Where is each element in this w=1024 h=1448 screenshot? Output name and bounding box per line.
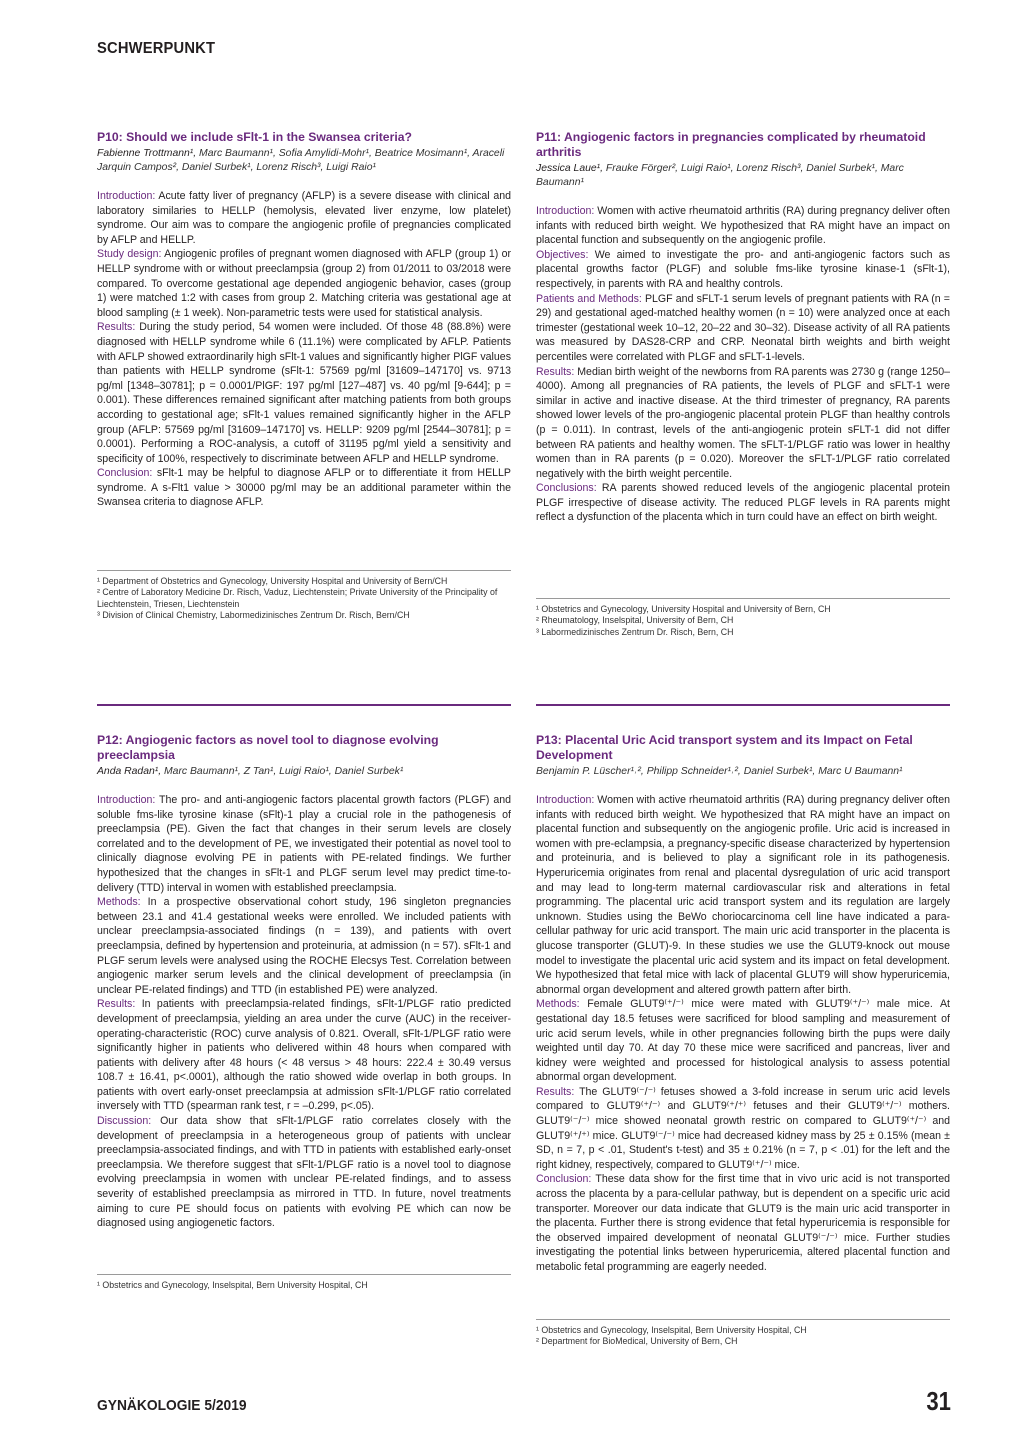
section-label: Patients and Methods:: [536, 292, 642, 305]
section-label: Methods:: [97, 896, 141, 909]
section-label: Results:: [536, 365, 575, 378]
abstract-title: P10: Should we include sFlt-1 in the Swansea criteria?: [97, 130, 412, 144]
abstract-authors: [536, 765, 950, 779]
footnote: ² Department for BioMedical, University of Bern, CH: [536, 1336, 738, 1347]
page-number: 31: [926, 1386, 951, 1416]
section-text: During the study period, 54 women were included. Of those 48 (88.8%) were diagnosed with HELLP syndrome while 6 (11.1%) were complicated by AFLP. Patients with AFLP showed extraordinarily high sFlt-1 values and significantly higher PlGF values than patients with HELLP syndrome (sFlt-1: 57569 pg/ml [31609–147170] vs. 9713 pg/ml [1348–30781]; p = 0.0001/PlGF: 197 pg/ml [127–487] vs. 40 pg/ml [9-644]; p = 0.001). These differences remained significant after matching patients from both groups according to gestational age; sFlt-1 values remained significantly higher in the AFLP group (AFLP: 57569 pg/ml [31609–147170] vs. HELLP: 9209 pg/ml [2544–30781]; p = 0.0001). Performing a ROC-analysis, a cutoff of 31195 pg/ml yield a sensitivity and specificity of 100%, respectively to discriminate between AFLP and HELLP syndrome.: [97, 321, 511, 465]
section-text: In a prospective observational cohort study, 196 singleton pregnancies between 23.1 and 41.4 gestational weeks were enrolled. We included patients with unclear preeclampsia-associated findings (n = 139), and patients with overt preeclampsia, defined by hypertension and proteinuria, at admission (n = 57). sFlt-1 and PLGF serum levels were analysed using the ROCHE Elecsys Test. Correlation between angiogenic marker serum levels and the clinical development of preeclampsia (in unclear PE-related findings) and TTD (in established PE) were analyzed.: [97, 896, 511, 996]
footnotes-p11: [536, 604, 950, 638]
abstract-section: [536, 997, 950, 1085]
abstract-section: [97, 997, 511, 1114]
section-text: RA parents showed reduced levels of the angiogenic placental protein PLGF irrespective of disease activity. The reduced PLGF levels in RA parents might reflect a dysfunction of the placenta which in turn could have an effect on birth weight.: [536, 482, 950, 524]
section-text: Median birth weight of the newborns from RA parents was 2730 g (range 1250–4000). Among all pregnancies of RA patients, the levels of PLGF and sFLT-1 were similar in active and inactive disease. At the third trimester of pregnancy, RA parents showed lower levels of the pro-angiogenic placental protein PLGF than healthy controls (p = 0.011). In contrast, levels of the anti-angiogenic protein sFLT-1 did not differ between RA patients and healthy women. The sFLT-1/PLGF ratio was lower in healthy women than in RA parents (p = 0.020). Moreover the sFLT-1/PLGF ratio correlated negatively with the birth weight percentile.: [536, 365, 950, 480]
section-text: We aimed to investigate the pro- and anti-angiogenic factors such as placental growths factor (PLGF) and soluble fms-like tyrosine kinase-1 (sFlt-1), respectively, in parents with RA and healthy controls.: [536, 248, 950, 290]
section-label: Introduction:: [97, 794, 156, 806]
abstract-section: [536, 1085, 950, 1173]
abstract-p12: [97, 733, 511, 1231]
section-text: Female GLUT9⁽⁺/⁻⁾ mice were mated with GLUT9⁽⁺/⁻⁾ male mice. At gestational day 18.5 fetuses were sacrificed for blood sampling and measurement of uric acid serum levels, while in other pregnancies following birth the pups were daily weighted until day 70. At day 70 these mice were sacrificed and pancreas, liver and kidney were weighted and processed for histological analysis to assess potential abnormal organ development.: [536, 998, 950, 1084]
section-label: Study design:: [97, 248, 162, 261]
abstract-section: [97, 189, 511, 247]
abstract-section: [97, 1114, 511, 1231]
abstract-section: [536, 248, 950, 292]
abstract-section: [536, 793, 950, 997]
footnote: ² Centre of Laboratory Medicine Dr. Risch, Vaduz, Liechtenstein; Private University of the Principality of Liechtenstein, Triesen, Liechtenstein: [97, 587, 498, 609]
abstract-section: [536, 1172, 950, 1274]
abstract-section: [97, 247, 511, 320]
footnote: ¹ Department of Obstetrics and Gynecology, University Hospital and University of Bern/CH: [97, 576, 448, 586]
section-label: Conclusion:: [97, 467, 153, 480]
footnote: ¹ Obstetrics and Gynecology, University Hospital and University of Bern, CH: [536, 604, 831, 614]
footnote: ¹ Obstetrics and Gynecology, Inselspital, Bern University Hospital, CH: [536, 1325, 807, 1335]
section-text: Women with active rheumatoid arthritis (RA) during pregnancy deliver often infants with reduced birth weight. We hypothesized that RA might have an impact on placental function and subsequently on the angiogenic profile. Uric acid is increased in women with pre-eclampsia, a pregnancy-specific disease characterized by hypertension and proteinuria, and is believed to play a significant role in its pathogenesis. Hyperuricemia originates from renal and placental dysregulation of uric acid transport and may lead to long-term maternal cardiovascular risk and alterations in fetal programming. The placental uric acid transport system and its regulation are largely unknown. Studies using the BeWo choriocarcinoma cell line have indicated a para-cellular pathway for uric acid transport. The main uric acid transporter in the placenta is glucose transporter (GLUT)-9. In these studies we use the GLUT9-knock out mouse model to investigate the placental uric acid system and its impact on fetal development. We hypothesized that fetal mice with lack of placental GLUT9 will show hyperuricemia, abnormal organ development and altered growth pattern after birth.: [536, 794, 950, 996]
footnote: ¹ Obstetrics and Gynecology, Inselspital, Bern University Hospital, CH: [97, 1280, 368, 1290]
abstract-section: [97, 466, 511, 510]
section-label: Introduction:: [536, 794, 595, 806]
section-text: Women with active rheumatoid arthritis (RA) during pregnancy deliver often infants with reduced birth weight. We hypothesized that RA might have an impact on placental function and subsequently on the angiogenic profile.: [536, 205, 950, 247]
journal-footer: GYNÄKOLOGIE 5/2019: [97, 1397, 247, 1414]
footnote: ³ Labormedizinisches Zentrum Dr. Risch, Bern, CH: [536, 626, 734, 637]
abstract-section: [536, 365, 950, 482]
abstract-title: P12: Angiogenic factors as novel tool to diagnose evolving preeclampsia: [97, 733, 439, 762]
first-author: Jessica Laue¹,: [536, 163, 603, 174]
section-text: The pro- and anti-angiogenic factors placental growth factors (PLGF) and soluble fms-like tyrosine kinase (sFlt)-1 play a crucial role in the pathogenesis of preeclampsia (PE). Given the fact that changes in their serum levels are closely correlated and to the development of PE, we investigated their potential as novel tool to clinically diagnose evolving PE in patients with PE-related findings. We further hypothesized that the changes in sFlt-1 and PLGF serum level may predict time-to-delivery (TTD) interval in women with established preeclampsia.: [97, 794, 511, 894]
abstract-body: [97, 793, 511, 1231]
co-authors: Marc Baumann¹, Sofia Amylidi-Mohr¹, Beatrice Mosimann¹, Araceli Jarquin Campos², Daniel Surbek¹, Lorenz Risch³, Luigi Raio¹: [97, 148, 505, 173]
abstract-p11: [536, 130, 950, 525]
section-label: Objectives:: [536, 248, 589, 261]
section-label: Discussion:: [97, 1115, 152, 1128]
section-header: SCHWERPUNKT: [97, 40, 216, 57]
footnote: ² Rheumatology, Inselspital, University of Bern, CH: [536, 615, 734, 626]
section-text: Our data show that sFlt-1/PLGF ratio correlates closely with the development of preeclampsia in a heterogeneous group of patients with unclear preeclampsia-associated findings, and with TTD in patients with established early-onset preeclampsia. We therefore suggest that sFlt-1/PLGF ratio is a novel tool to diagnose evolving preeclampsia in women with unclear PE-related findings, and to assess severity of established preeclampsia as mirrored in TTD. In future, novel treatments aiming to cure PE should focus on patients with evolving PE which can now be diagnosed using angiogenetic factors.: [97, 1115, 511, 1230]
first-author: Anda Radan¹,: [97, 766, 162, 777]
section-rule-p12: [97, 704, 511, 706]
footnote: ³ Division of Clinical Chemistry, Labormedizinisches Zentrum Dr. Risch, Bern/CH: [97, 610, 410, 621]
footnotes-p10: [97, 576, 511, 622]
section-label: Introduction:: [97, 190, 156, 202]
abstract-authors: [536, 162, 950, 190]
abstract-authors: [97, 765, 511, 779]
abstract-section: [97, 320, 511, 466]
section-label: Methods:: [536, 998, 580, 1011]
abstract-section: [97, 793, 511, 895]
abstract-body: [536, 204, 950, 525]
abstract-section: [536, 481, 950, 525]
section-label: Conclusions:: [536, 482, 597, 495]
section-label: Introduction:: [536, 205, 595, 217]
section-text: These data show for the first time that in vivo uric acid is not transported across the placenta by a para-cellular pathway, but is dependent on a specific uric acid transporter. Moreover our data indicate that GLUT9 is the main uric acid transporter in the placenta. Further there is strong evidence that fetal hyperuricemia is responsible for the observed impaired development of neonatal GLUT9⁽⁻/⁻⁾ mice. Further studies investigating the potential links between hyperuricemia, altered placental function and metabolic fetal programming are eagerly needed.: [536, 1173, 950, 1273]
footnote-divider: [97, 1274, 511, 1275]
first-author: Fabienne Trottmann¹,: [97, 148, 197, 159]
section-rule-p13: [536, 704, 950, 706]
footnote-divider: [97, 570, 511, 571]
footnote-divider: [536, 598, 950, 599]
section-text: Acute fatty liver of pregnancy (AFLP) is a severe disease with clinical and laboratory similaries to HELLP (hemolysis, elevated liver enzyme, low platelet) syndrome. Our aim was to compare the angiogenic profile of pregnancies complicated by AFLP and HELLP.: [97, 190, 511, 246]
abstract-body: [97, 189, 511, 510]
footnote-divider: [536, 1319, 950, 1320]
abstract-p13: [536, 733, 950, 1275]
abstract-authors: [97, 147, 511, 175]
section-text: The GLUT9⁽⁻/⁻⁾ fetuses showed a 3-fold increase in serum uric acid levels compared to GLUT9⁽⁺/⁻⁾ and GLUT9⁽⁺/⁺⁾ fetuses and their GLUT9⁽⁺/⁻⁾ mothers. GLUT9⁽⁻/⁻⁾ mice showed neonatal growth restric on compared to GLUT9⁽⁺/⁻⁾ and GLUT9⁽⁺/⁺⁾ mice. GLUT9⁽⁻/⁻⁾ mice had decreased kidney mass by 25 ± 0.15% (mean ± SD, n = 7, p < .01, Student's t-test) and 35 ± 0.21% (n = 7, p < .01) for the left and the right kidney, respectively, compared to GLUT9⁽⁺/⁻⁾ mice.: [536, 1085, 950, 1171]
abstract-body: [536, 793, 950, 1275]
footnotes-p13: [536, 1325, 950, 1348]
section-label: Results:: [536, 1085, 575, 1098]
abstract-p10: [97, 130, 511, 510]
section-text: In patients with preeclampsia-related findings, sFlt-1/PLGF ratio predicted development of preeclampsia, yielding an area under the curve (AUC) in the receiver-operating-characteristic (ROC) curve analysis of 0.821. Overall, sFlt-1/PLGF ratio were significantly higher in patients who delivered within 48 hours when compared with patients with delivery after 48 hours (< 48 versus > 48 hours: 222.4 ± 30.49 versus 108.7 ± 16.41, p<.0001), although the ratio showed wide overlap in both groups. In patients with overt early-onset preeclampsia at admission sFlt-1/PLGF ratio correlated inversely with TTD (spearman rank test, r = –0.299, p<.05).: [97, 998, 511, 1113]
section-text: PLGF and sFLT-1 serum levels of pregnant patients with RA (n = 29) and gestational aged-matched healthy women (n = 10) were analyzed once at each trimester (gestational week 10–12, 20–22 and 30–32). Disease activity of all RA patients was measured by DAS28-CRP and CRP. Neonatal birth weights and birth weight percentiles were correlated with PLGF and sFLT-1-levels.: [536, 292, 950, 363]
section-label: Conclusion:: [536, 1173, 592, 1186]
abstract-section: [536, 292, 950, 365]
section-text: Angiogenic profiles of pregnant women diagnosed with AFLP (group 1) or HELLP syndrome with or without preeclampsia (group 2) from 01/2011 to 03/2018 were compared. To overcome gestational age depended angiogenic behavior, cases (group 1) were matched 1:2 with cases from group 2. Matching criteria was gestational age at blood sampling (± 1 week). Non-parametric tests were used for statistical analysis.: [97, 248, 511, 319]
section-label: Results:: [97, 998, 136, 1011]
co-authors: Marc Baumann¹, Z Tan¹, Luigi Raio¹, Daniel Surbek¹: [161, 766, 404, 777]
abstract-section: [97, 895, 511, 997]
section-label: Results:: [97, 321, 136, 334]
footnotes-p12: [97, 1280, 511, 1291]
abstract-section: [536, 204, 950, 248]
abstract-title: P11: Angiogenic factors in pregnancies complicated by rheumatoid arthritis: [536, 130, 926, 159]
section-text: sFlt-1 may be helpful to diagnose AFLP or to differentiate it from HELLP syndrome. A s-Flt1 value > 30000 pg/ml may be an additional parameter within the Swansea criteria to diagnose AFLP.: [97, 467, 511, 509]
co-authors: Benjamin P. Lüscher¹˒², Philipp Schneider¹˒², Daniel Surbek¹, Marc U Baumann¹: [536, 766, 903, 777]
abstract-title: P13: Placental Uric Acid transport system and its Impact on Fetal Development: [536, 733, 913, 762]
co-authors: Frauke Förger², Luigi Raio¹, Lorenz Risch³, Daniel Surbek¹, Marc Baumann¹: [536, 163, 904, 188]
